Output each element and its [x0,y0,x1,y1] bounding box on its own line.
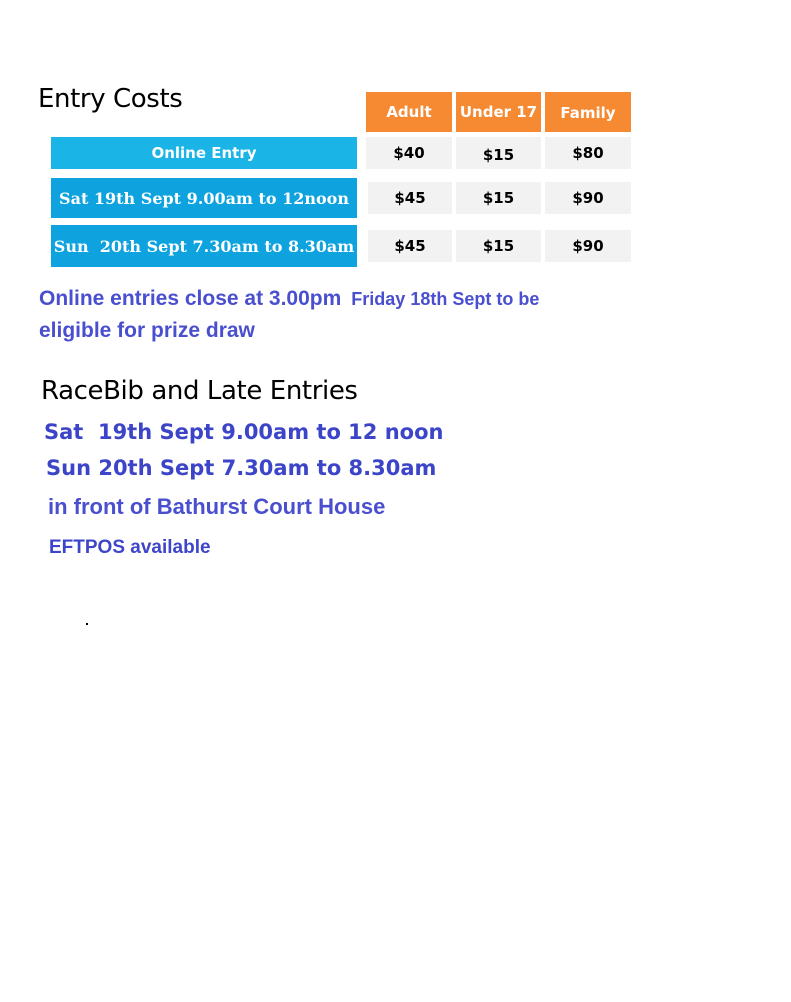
price-cell: $90 [545,230,631,262]
row-label-saturday: Sat 19th Sept 9.00am to 12noon [51,178,357,218]
prize-draw-note: eligible for prize draw [39,319,255,342]
price-cell: $45 [368,182,452,214]
row-label-sunday: Sun 20th Sept 7.30am to 8.30am [51,225,357,267]
bib-pickup-saturday: Sat 19th Sept 9.00am to 12 noon [44,420,444,444]
online-entries-close-text: Online entries close at 3.00pm [39,287,342,310]
racebib-title: RaceBib and Late Entries [41,376,358,406]
column-header-under-17: Under 17 [456,92,541,132]
price-cell: $80 [545,137,631,169]
column-header-adult: Adult [366,92,452,132]
price-cell: $15 [456,182,541,214]
price-cell: $15 [456,230,541,262]
online-entries-note [39,287,539,311]
price-cell: $40 [366,137,452,169]
online-entries-day-text: Friday 18th Sept to be [351,289,540,309]
bib-pickup-sunday: Sun 20th Sept 7.30am to 8.30am [46,456,437,480]
price-cell: $90 [545,182,631,214]
entry-costs-title: Entry Costs [38,84,183,114]
price-cell: $45 [368,230,452,262]
column-header-family: Family [545,92,631,132]
eftpos-note: EFTPOS available [49,537,211,558]
price-cell: $15 [456,137,541,169]
row-label-online-entry: Online Entry [51,137,357,169]
bib-pickup-location: in front of Bathurst Court House [48,494,386,519]
stray-dot [86,623,88,625]
